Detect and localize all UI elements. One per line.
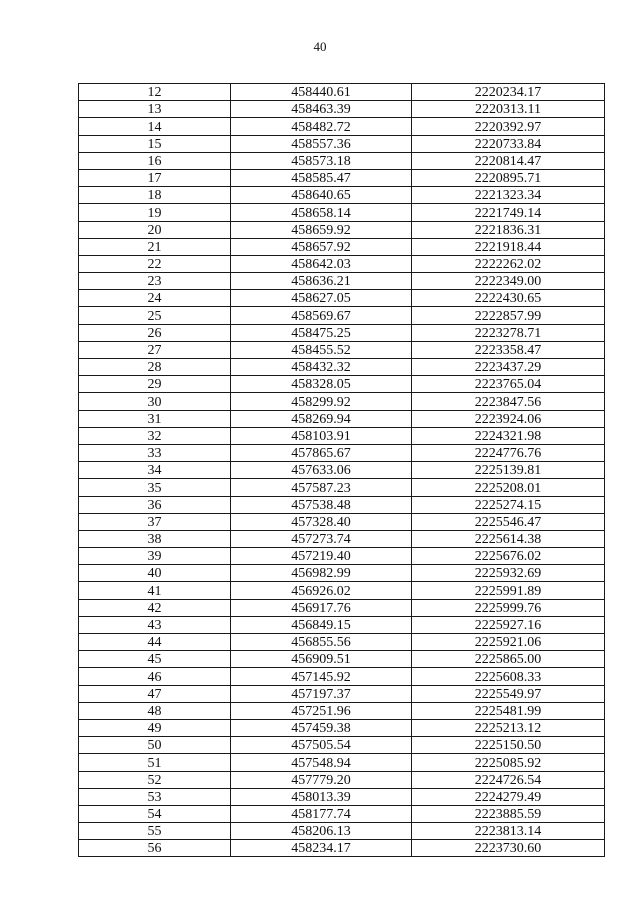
point-number-cell: 14 [79,118,231,135]
x-coordinate-cell: 458573.18 [231,152,412,169]
point-number-cell: 33 [79,444,231,461]
point-number-cell: 20 [79,221,231,238]
x-coordinate-cell: 456917.76 [231,599,412,616]
table-row [79,255,605,272]
x-coordinate-cell: 458569.67 [231,307,412,324]
point-number-cell: 47 [79,685,231,702]
table-row [79,118,605,135]
point-number-cell: 38 [79,530,231,547]
table-row [79,513,605,530]
table-row [79,204,605,221]
y-coordinate-cell: 2221323.34 [412,187,605,204]
y-coordinate-cell: 2223924.06 [412,410,605,427]
table-row [79,582,605,599]
y-coordinate-cell: 2225213.12 [412,719,605,736]
table-row [79,376,605,393]
point-number-cell: 34 [79,462,231,479]
y-coordinate-cell: 2223885.59 [412,805,605,822]
point-number-cell: 51 [79,754,231,771]
x-coordinate-cell: 458657.92 [231,238,412,255]
x-coordinate-cell: 458640.65 [231,187,412,204]
y-coordinate-cell: 2220392.97 [412,118,605,135]
point-number-cell: 28 [79,359,231,376]
x-coordinate-cell: 457505.54 [231,737,412,754]
x-coordinate-cell: 457273.74 [231,530,412,547]
y-coordinate-cell: 2220733.84 [412,135,605,152]
x-coordinate-cell: 457538.48 [231,496,412,513]
page-number: 40 [313,39,327,54]
y-coordinate-cell: 2224776.76 [412,444,605,461]
y-coordinate-cell: 2222430.65 [412,290,605,307]
x-coordinate-cell: 458585.47 [231,169,412,186]
x-coordinate-cell: 458440.61 [231,84,412,101]
x-coordinate-cell: 458463.39 [231,101,412,118]
point-number-cell: 37 [79,513,231,530]
table-row [79,101,605,118]
table-row [79,427,605,444]
table-row [79,771,605,788]
table-row [79,616,605,633]
x-coordinate-cell: 458482.72 [231,118,412,135]
table-row [79,410,605,427]
y-coordinate-cell: 2223730.60 [412,840,605,857]
x-coordinate-cell: 458636.21 [231,273,412,290]
y-coordinate-cell: 2224726.54 [412,771,605,788]
x-coordinate-cell: 458206.13 [231,823,412,840]
table-row [79,805,605,822]
table-row [79,479,605,496]
y-coordinate-cell: 2220234.17 [412,84,605,101]
y-coordinate-cell: 2225676.02 [412,548,605,565]
table-row [79,651,605,668]
point-number-cell: 36 [79,496,231,513]
y-coordinate-cell: 2221918.44 [412,238,605,255]
point-number-cell: 25 [79,307,231,324]
y-coordinate-cell: 2225208.01 [412,479,605,496]
point-number-cell: 49 [79,719,231,736]
y-coordinate-cell: 2221749.14 [412,204,605,221]
point-number-cell: 13 [79,101,231,118]
table-row [79,393,605,410]
point-number-cell: 17 [79,169,231,186]
table-row [79,324,605,341]
point-number-cell: 18 [79,187,231,204]
point-number-cell: 29 [79,376,231,393]
point-number-cell: 54 [79,805,231,822]
point-number-cell: 43 [79,616,231,633]
point-number-cell: 12 [79,84,231,101]
table-row [79,444,605,461]
point-number-cell: 35 [79,479,231,496]
y-coordinate-cell: 2225549.97 [412,685,605,702]
table-row [79,823,605,840]
x-coordinate-cell: 457779.20 [231,771,412,788]
point-number-cell: 53 [79,788,231,805]
x-coordinate-cell: 458659.92 [231,221,412,238]
point-number-cell: 32 [79,427,231,444]
table-row [79,135,605,152]
x-coordinate-cell: 458103.91 [231,427,412,444]
x-coordinate-cell: 457633.06 [231,462,412,479]
x-coordinate-cell: 456849.15 [231,616,412,633]
x-coordinate-cell: 457145.92 [231,668,412,685]
y-coordinate-cell: 2224321.98 [412,427,605,444]
table-row [79,530,605,547]
point-number-cell: 16 [79,152,231,169]
x-coordinate-cell: 457197.37 [231,685,412,702]
x-coordinate-cell: 458328.05 [231,376,412,393]
table-row [79,754,605,771]
x-coordinate-cell: 456982.99 [231,565,412,582]
x-coordinate-cell: 457548.94 [231,754,412,771]
table-row [79,307,605,324]
point-number-cell: 55 [79,823,231,840]
x-coordinate-cell: 458557.36 [231,135,412,152]
point-number-cell: 21 [79,238,231,255]
y-coordinate-cell: 2222262.02 [412,255,605,272]
y-coordinate-cell: 2225614.38 [412,530,605,547]
table-row [79,359,605,376]
x-coordinate-cell: 458455.52 [231,341,412,358]
point-number-cell: 46 [79,668,231,685]
y-coordinate-cell: 2220814.47 [412,152,605,169]
y-coordinate-cell: 2225139.81 [412,462,605,479]
point-number-cell: 24 [79,290,231,307]
table-row [79,599,605,616]
x-coordinate-cell: 457459.38 [231,719,412,736]
table-row [79,152,605,169]
y-coordinate-cell: 2225085.92 [412,754,605,771]
y-coordinate-cell: 2223358.47 [412,341,605,358]
y-coordinate-cell: 2225608.33 [412,668,605,685]
x-coordinate-cell: 457865.67 [231,444,412,461]
y-coordinate-cell: 2222857.99 [412,307,605,324]
x-coordinate-cell: 458299.92 [231,393,412,410]
x-coordinate-cell: 458269.94 [231,410,412,427]
table-row [79,84,605,101]
point-number-cell: 44 [79,634,231,651]
coordinates-table [78,83,605,857]
x-coordinate-cell: 458177.74 [231,805,412,822]
table-row [79,788,605,805]
y-coordinate-cell: 2224279.49 [412,788,605,805]
table-row [79,496,605,513]
table-row [79,565,605,582]
table-row [79,702,605,719]
table-row [79,273,605,290]
point-number-cell: 31 [79,410,231,427]
point-number-cell: 26 [79,324,231,341]
y-coordinate-cell: 2223278.71 [412,324,605,341]
x-coordinate-cell: 457328.40 [231,513,412,530]
y-coordinate-cell: 2225991.89 [412,582,605,599]
table-row [79,737,605,754]
y-coordinate-cell: 2225546.47 [412,513,605,530]
x-coordinate-cell: 456926.02 [231,582,412,599]
y-coordinate-cell: 2221836.31 [412,221,605,238]
y-coordinate-cell: 2225865.00 [412,651,605,668]
table-row [79,221,605,238]
point-number-cell: 40 [79,565,231,582]
y-coordinate-cell: 2220313.11 [412,101,605,118]
table-row [79,290,605,307]
point-number-cell: 52 [79,771,231,788]
table-row [79,668,605,685]
table-row [79,169,605,186]
y-coordinate-cell: 2225150.50 [412,737,605,754]
y-coordinate-cell: 2225274.15 [412,496,605,513]
table-row [79,634,605,651]
x-coordinate-cell: 458432.32 [231,359,412,376]
y-coordinate-cell: 2223847.56 [412,393,605,410]
y-coordinate-cell: 2225932.69 [412,565,605,582]
table-row [79,462,605,479]
point-number-cell: 22 [79,255,231,272]
point-number-cell: 48 [79,702,231,719]
coordinates-table-body [79,84,605,857]
table-row [79,238,605,255]
y-coordinate-cell: 2225481.99 [412,702,605,719]
x-coordinate-cell: 458658.14 [231,204,412,221]
table-row [79,548,605,565]
y-coordinate-cell: 2220895.71 [412,169,605,186]
x-coordinate-cell: 457219.40 [231,548,412,565]
x-coordinate-cell: 458013.39 [231,788,412,805]
y-coordinate-cell: 2223813.14 [412,823,605,840]
x-coordinate-cell: 458627.05 [231,290,412,307]
x-coordinate-cell: 456909.51 [231,651,412,668]
x-coordinate-cell: 458234.17 [231,840,412,857]
point-number-cell: 45 [79,651,231,668]
y-coordinate-cell: 2223765.04 [412,376,605,393]
point-number-cell: 56 [79,840,231,857]
y-coordinate-cell: 2225999.76 [412,599,605,616]
point-number-cell: 23 [79,273,231,290]
table-row [79,341,605,358]
point-number-cell: 39 [79,548,231,565]
x-coordinate-cell: 457251.96 [231,702,412,719]
x-coordinate-cell: 458475.25 [231,324,412,341]
point-number-cell: 15 [79,135,231,152]
table-row [79,685,605,702]
point-number-cell: 19 [79,204,231,221]
point-number-cell: 27 [79,341,231,358]
y-coordinate-cell: 2223437.29 [412,359,605,376]
table-row [79,840,605,857]
y-coordinate-cell: 2225927.16 [412,616,605,633]
point-number-cell: 41 [79,582,231,599]
x-coordinate-cell: 457587.23 [231,479,412,496]
table-row [79,187,605,204]
point-number-cell: 42 [79,599,231,616]
point-number-cell: 50 [79,737,231,754]
y-coordinate-cell: 2222349.00 [412,273,605,290]
y-coordinate-cell: 2225921.06 [412,634,605,651]
x-coordinate-cell: 456855.56 [231,634,412,651]
point-number-cell: 30 [79,393,231,410]
x-coordinate-cell: 458642.03 [231,255,412,272]
table-row [79,719,605,736]
